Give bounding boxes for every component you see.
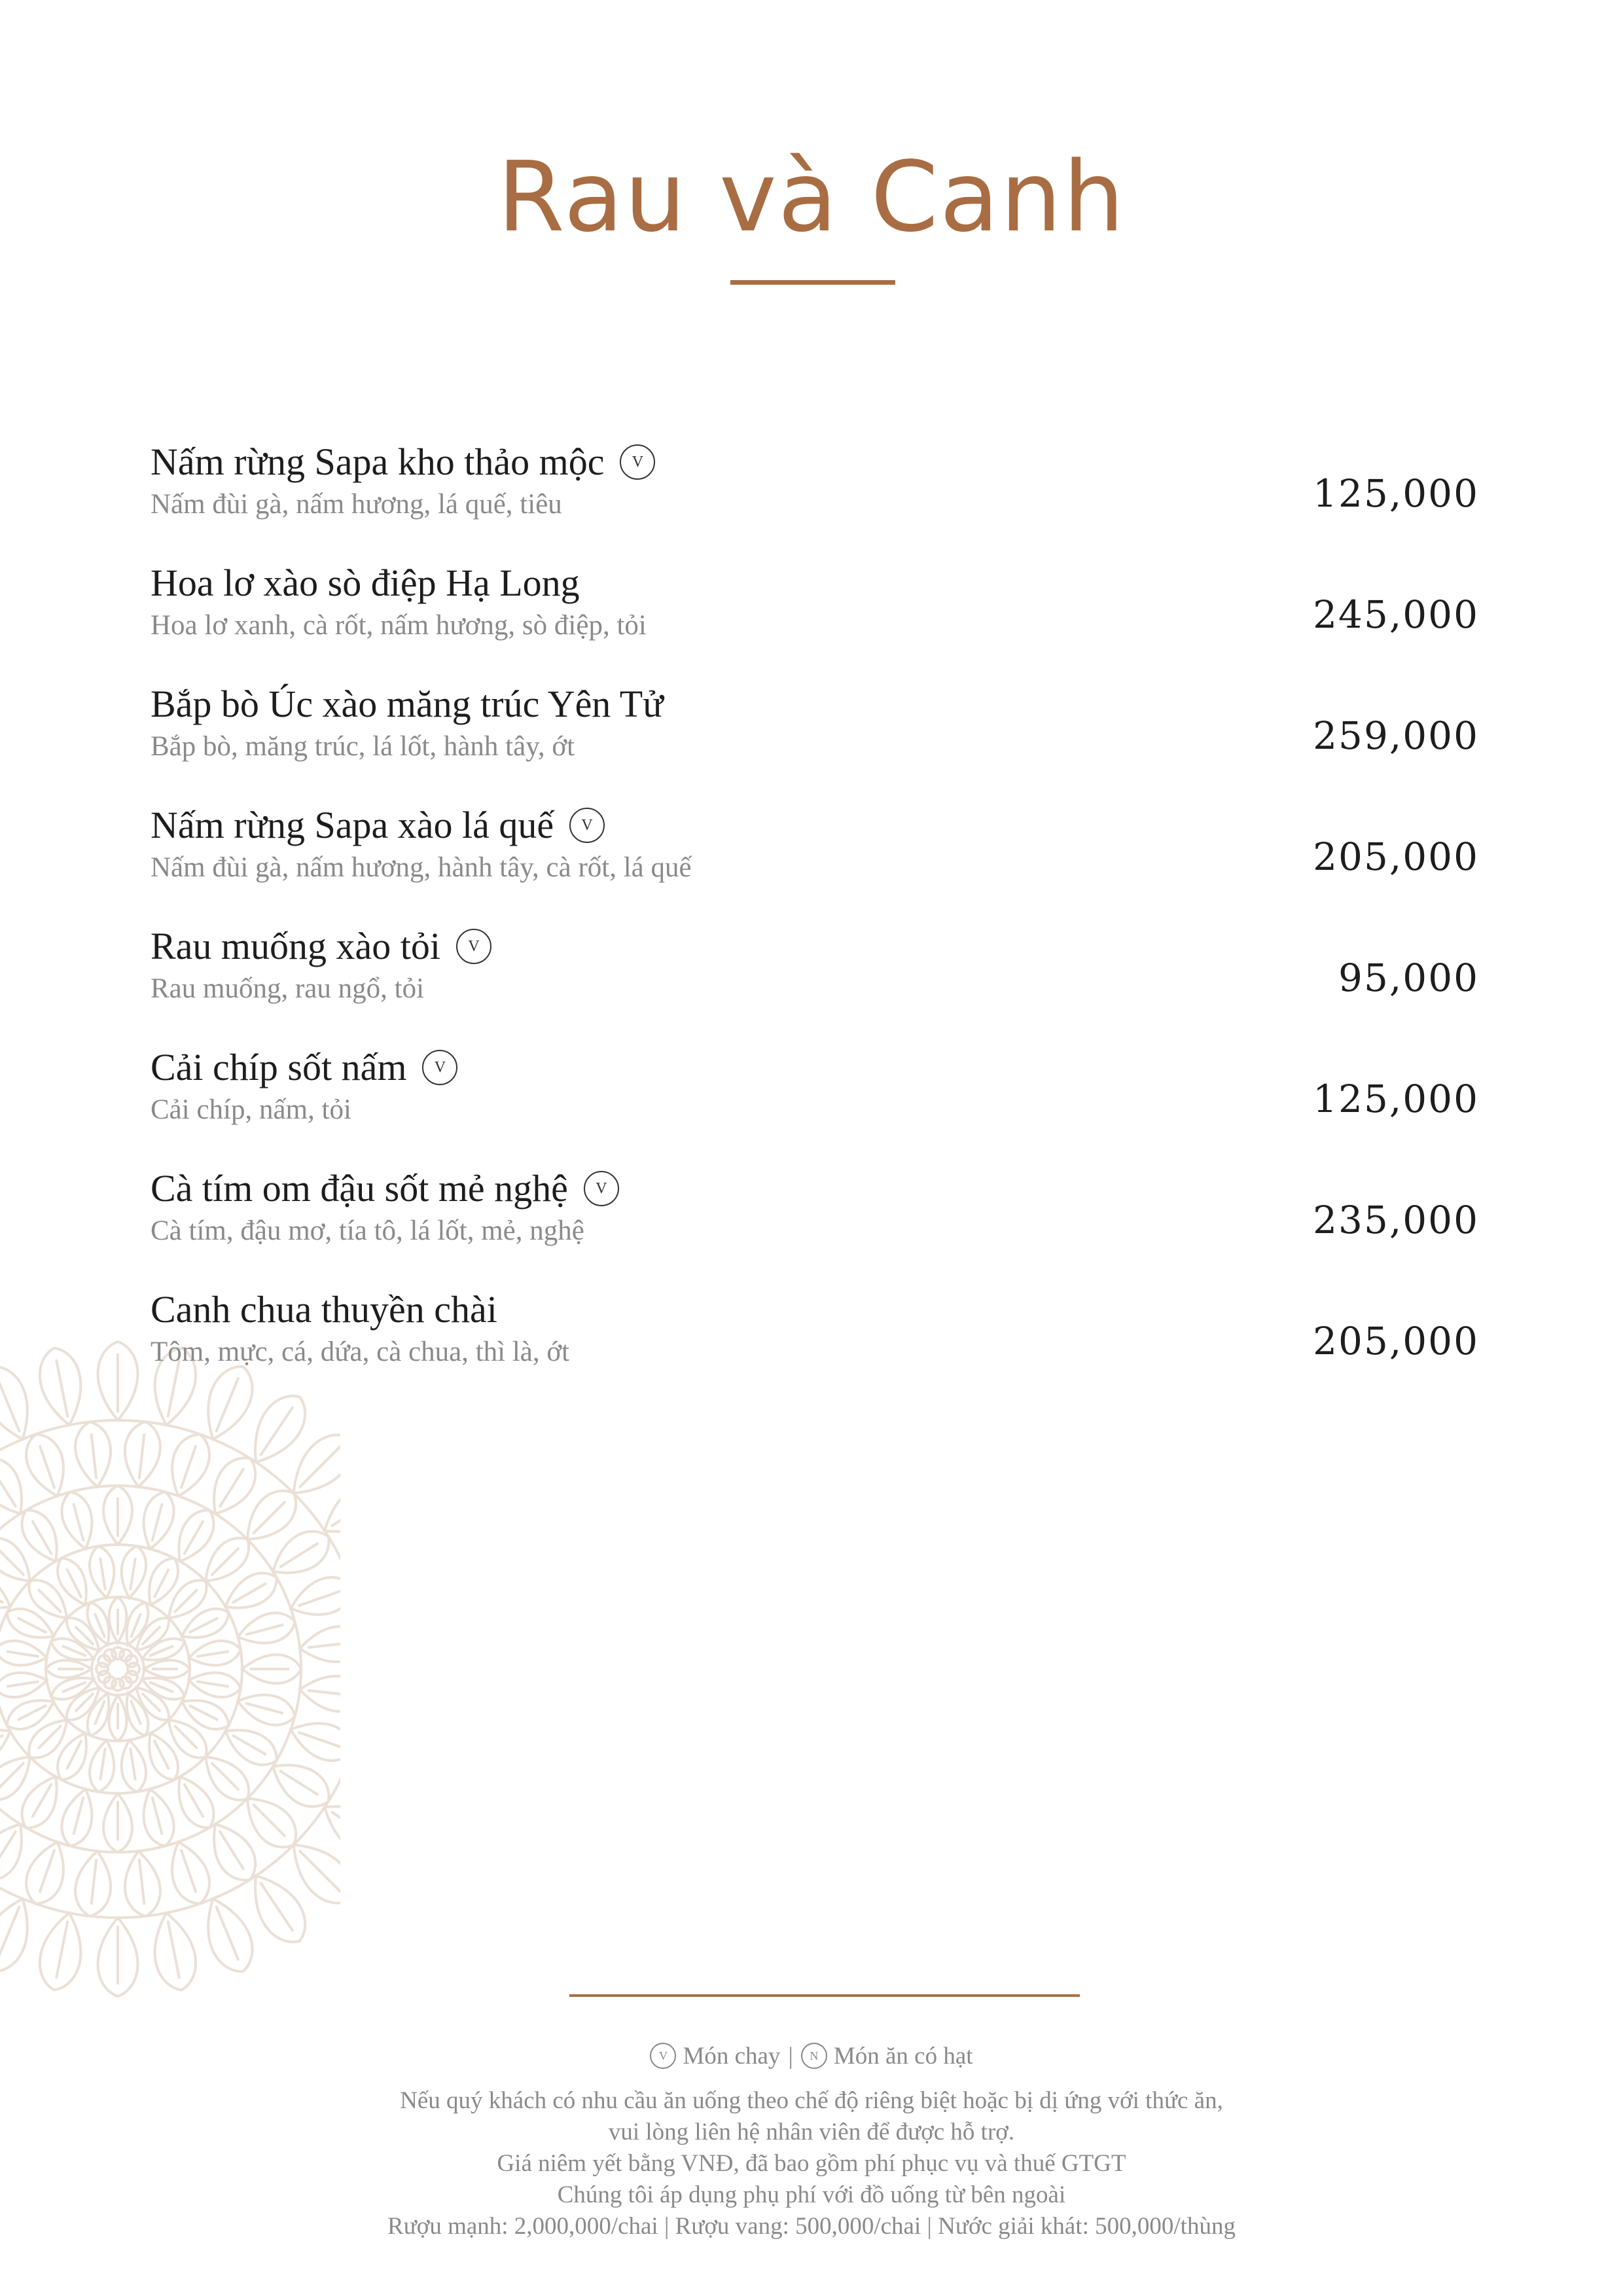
legend-nut-label: Món ăn có hạt [833,2043,973,2070]
item-price: 205,000 [1313,1319,1479,1363]
footer-notes [0,2036,1623,2242]
menu-item [151,560,1479,681]
menu-item [151,681,1479,802]
item-name: Bắp bò Úc xào măng trúc Yên Tử [151,683,664,725]
footer-divider [569,1994,1080,1997]
item-description: Nấm đùi gà, nấm hương, lá quế, tiêu [151,489,562,520]
menu-item [151,1286,1479,1407]
vegetarian-badge-icon: V [422,1050,457,1085]
menu-list [151,439,1479,1407]
item-price: 125,000 [1313,471,1479,516]
vegetarian-badge-icon: V [620,444,655,480]
item-description: Hoa lơ xanh, cà rốt, nấm hương, sò điệp, tỏi [151,610,647,641]
item-price: 95,000 [1338,956,1479,1000]
item-price: 245,000 [1313,592,1479,637]
item-description: Cà tím, đậu mơ, tía tô, lá lốt, mẻ, nghệ [151,1215,584,1246]
menu-item [151,802,1479,923]
item-price: 235,000 [1313,1198,1479,1242]
menu-item [151,1165,1479,1286]
vegetarian-badge-icon: V [456,929,491,964]
vegetarian-badge-icon: V [569,808,605,843]
mandala-ornament-icon [0,1309,340,2029]
item-name: Canh chua thuyền chài [151,1288,497,1331]
item-name: Cải chíp sốt nấm V [151,1044,1479,1091]
page-title: Rau và Canh [497,141,1126,253]
title-underline [730,280,895,285]
menu-item [151,923,1479,1044]
legend-vegetarian-label: Món chay [683,2043,781,2070]
item-name: Nấm rừng Sapa kho thảo mộc V [151,439,1479,486]
item-description: Bắp bò, măng trúc, lá lốt, hành tây, ớt [151,731,575,762]
dietary-legend [0,2036,1623,2077]
footer-note: Rượu mạnh: 2,000,000/chai | Rượu vang: 500,000/chai | Nước giải khát: 500,000/thùng [387,2213,1236,2240]
legend-separator: | [788,2043,793,2070]
vegetarian-badge-icon: V [650,2043,676,2069]
footer-note: Chúng tôi áp dụng phụ phí với đồ uống từ bên ngoài [557,2181,1066,2208]
nut-badge-icon: N [801,2043,827,2069]
item-description: Tôm, mực, cá, dứa, cà chua, thì là, ớt [151,1336,570,1367]
footer-note: Nếu quý khách có nhu cầu ăn uống theo chế độ riêng biệt hoặc bị dị ứng với thức ăn, [400,2087,1223,2114]
item-price: 125,000 [1313,1077,1479,1121]
item-name: Hoa lơ xào sò điệp Hạ Long [151,562,580,604]
menu-item [151,439,1479,560]
item-description: Rau muống, rau ngổ, tỏi [151,973,425,1004]
item-name: Rau muống xào tỏi V [151,923,1479,970]
item-description: Nấm đùi gà, nấm hương, hành tây, cà rốt, lá quế [151,852,692,883]
footer-note: vui lòng liên hệ nhân viên để được hỗ trợ. [608,2119,1015,2145]
item-price: 259,000 [1313,713,1479,758]
vegetarian-badge-icon: V [584,1171,619,1206]
item-description: Cải chíp, nấm, tỏi [151,1094,351,1125]
menu-item [151,1044,1479,1165]
item-name: Nấm rừng Sapa xào lá quế V [151,802,1479,849]
item-name: Cà tím om đậu sốt mẻ nghệ V [151,1165,1479,1212]
footer-note: Giá niêm yết bằng VNĐ, đã bao gồm phí phục vụ và thuế GTGT [497,2150,1126,2177]
item-price: 205,000 [1313,834,1479,879]
